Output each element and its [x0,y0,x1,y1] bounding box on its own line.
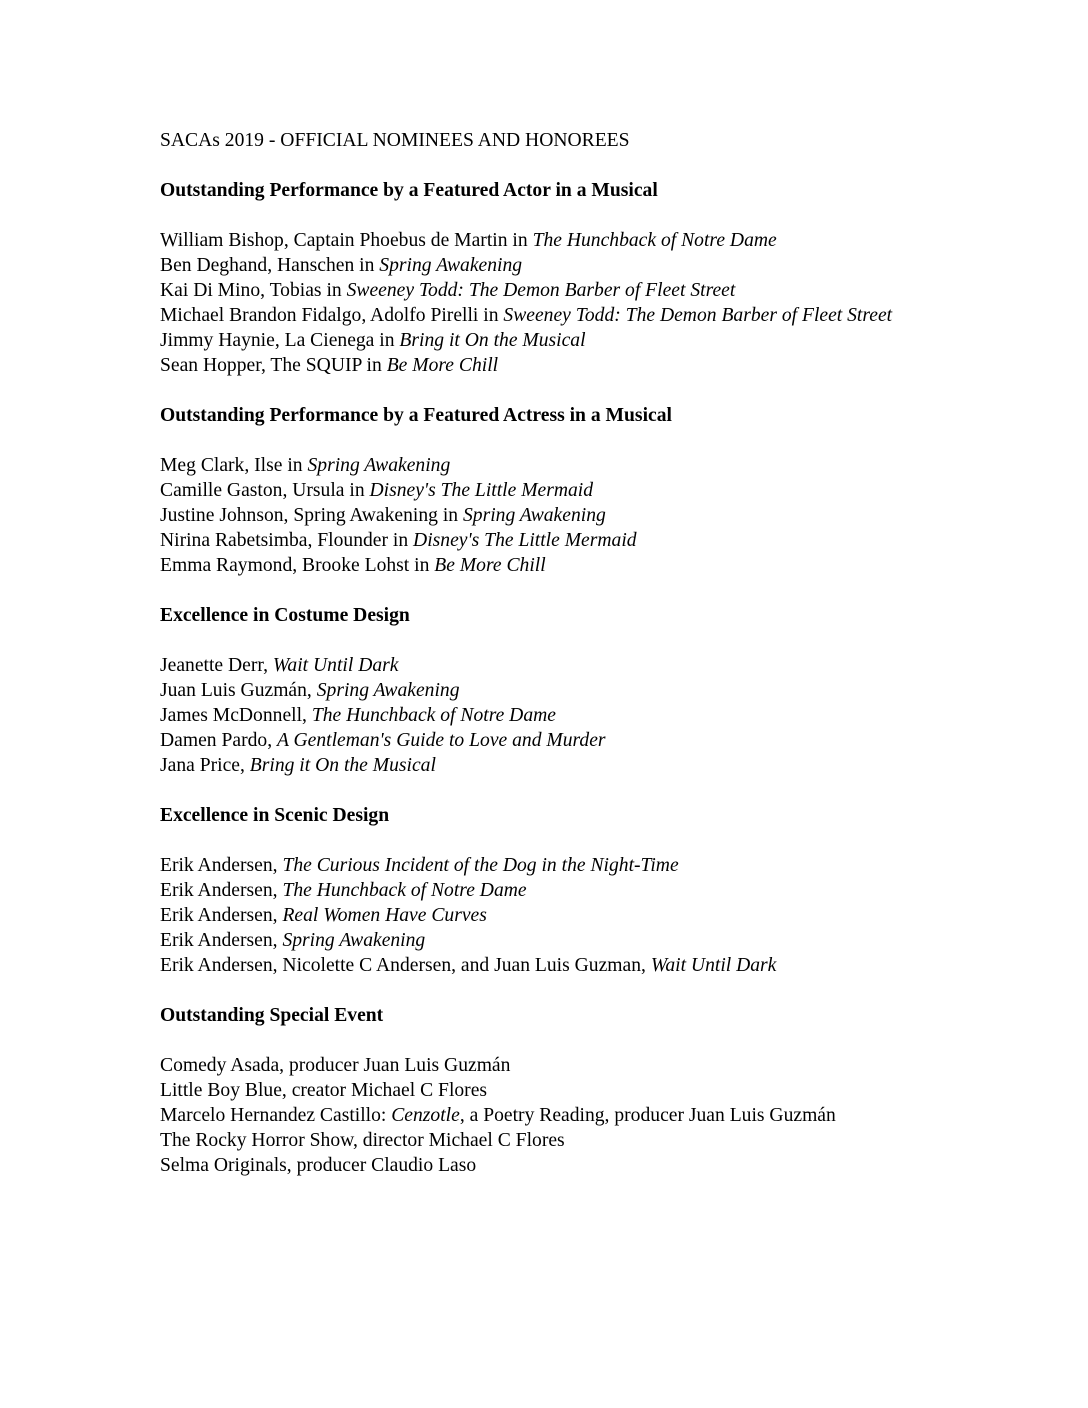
nominee-entry [160,1053,950,1078]
production-title: Spring Awakening [379,255,523,276]
production-title: Spring Awakening [316,680,460,701]
nominee-entry [160,453,950,478]
nominee-entry [160,278,950,303]
production-title: The Hunchback of Notre Dame [282,880,527,901]
production-title: A Gentleman's Guide to Love and Murder [277,730,606,751]
nominee-text: Erik Andersen, [160,930,283,951]
nominee-entry [160,903,950,928]
nominee-text: Jana Price, [160,755,250,776]
nominee-text: Erik Andersen, Nicolette C Andersen, and Juan Luis Guzman, [160,955,651,976]
nominee-entry [160,553,950,578]
production-title: Sweeney Todd: The Demon Barber of Fleet Street [346,280,736,301]
section-heading: Outstanding Performance by a Featured Actor in a Musical [160,180,658,201]
nominee-text: Comedy Asada, producer Juan Luis Guzmán [160,1055,511,1076]
nominee-text: Camille Gaston, Ursula in [160,480,370,501]
nominee-entry [160,353,950,378]
production-title: The Curious Incident of the Dog in the Night-Time [282,855,679,876]
award-section [160,603,950,778]
nominee-text: William Bishop, Captain Phoebus de Martin in [160,230,533,251]
nominee-entry [160,678,950,703]
section-heading: Outstanding Performance by a Featured Actress in a Musical [160,405,672,426]
nominee-entry [160,953,950,978]
nominee-text: Little Boy Blue, creator Michael C Flores [160,1080,488,1101]
nominee-entry [160,1103,950,1128]
nominee-entry [160,328,950,353]
award-section [160,803,950,978]
nominee-entry [160,728,950,753]
nominee-text: Ben Deghand, Hanschen in [160,255,380,276]
nominee-text: Meg Clark, Ilse in [160,455,308,476]
sections-container [160,178,950,1178]
production-title: Spring Awakening [282,930,426,951]
award-section [160,1003,950,1178]
production-title: Disney's The Little Mermaid [369,480,594,501]
nominee-text: The Rocky Horror Show, director Michael C Flores [160,1130,565,1151]
nominee-entry [160,228,950,253]
nominee-entry [160,653,950,678]
section-heading: Excellence in Scenic Design [160,805,390,826]
production-title: Be More Chill [434,555,546,576]
nominee-entry [160,253,950,278]
production-title: Wait Until Dark [272,655,399,676]
nominee-entry [160,478,950,503]
document-title: SACAs 2019 - OFFICIAL NOMINEES AND HONOREES [160,130,630,151]
nominee-text: Emma Raymond, Brooke Lohst in [160,555,435,576]
section-heading: Outstanding Special Event [160,1005,384,1026]
production-title: Real Women Have Curves [282,905,487,926]
nominee-text: Kai Di Mino, Tobias in [160,280,347,301]
nominee-text: Selma Originals, producer Claudio Laso [160,1155,477,1176]
nominee-text: Marcelo Hernandez Castillo: [160,1105,392,1126]
award-section [160,403,950,578]
production-title: Bring it On the Musical [399,330,586,351]
document-page [160,128,950,1178]
nominee-text: Jeanette Derr, [160,655,273,676]
nominee-entry [160,753,950,778]
award-section [160,178,950,378]
nominee-text: James McDonnell, [160,705,312,726]
production-title: Spring Awakening [463,505,606,526]
nominee-entry [160,528,950,553]
nominee-text: Michael Brandon Fidalgo, Adolfo Pirelli in [160,305,504,326]
nominee-text: Justine Johnson, Spring Awakening in [160,505,463,526]
production-title: Cenzotle [391,1105,460,1126]
nominee-text: Erik Andersen, [160,855,283,876]
nominee-text-suffix: , a Poetry Reading, producer Juan Luis Guzmán [459,1105,836,1126]
nominee-entry [160,928,950,953]
nominee-text: Damen Pardo, [160,730,277,751]
production-title: Wait Until Dark [650,955,777,976]
nominee-entry [160,703,950,728]
nominee-text: Erik Andersen, [160,905,283,926]
nominee-text: Juan Luis Guzmán, [160,680,317,701]
nominee-entry [160,1153,950,1178]
production-title: Spring Awakening [307,455,451,476]
production-title: The Hunchback of Notre Dame [532,230,777,251]
nominee-entry [160,1078,950,1103]
nominee-text: Jimmy Haynie, La Cienega in [160,330,400,351]
nominee-entry [160,303,950,328]
nominee-text: Nirina Rabetsimba, Flounder in [160,530,414,551]
nominee-text: Erik Andersen, [160,880,283,901]
nominee-entry [160,503,950,528]
nominee-entry [160,1128,950,1153]
production-title: Sweeney Todd: The Demon Barber of Fleet Street [503,305,893,326]
nominee-entry [160,878,950,903]
nominee-text: Sean Hopper, The SQUIP in [160,355,387,376]
production-title: Disney's The Little Mermaid [413,530,637,551]
section-heading: Excellence in Costume Design [160,605,410,626]
production-title: Be More Chill [386,355,499,376]
production-title: Bring it On the Musical [249,755,436,776]
production-title: The Hunchback of Notre Dame [311,705,556,726]
nominee-entry [160,853,950,878]
